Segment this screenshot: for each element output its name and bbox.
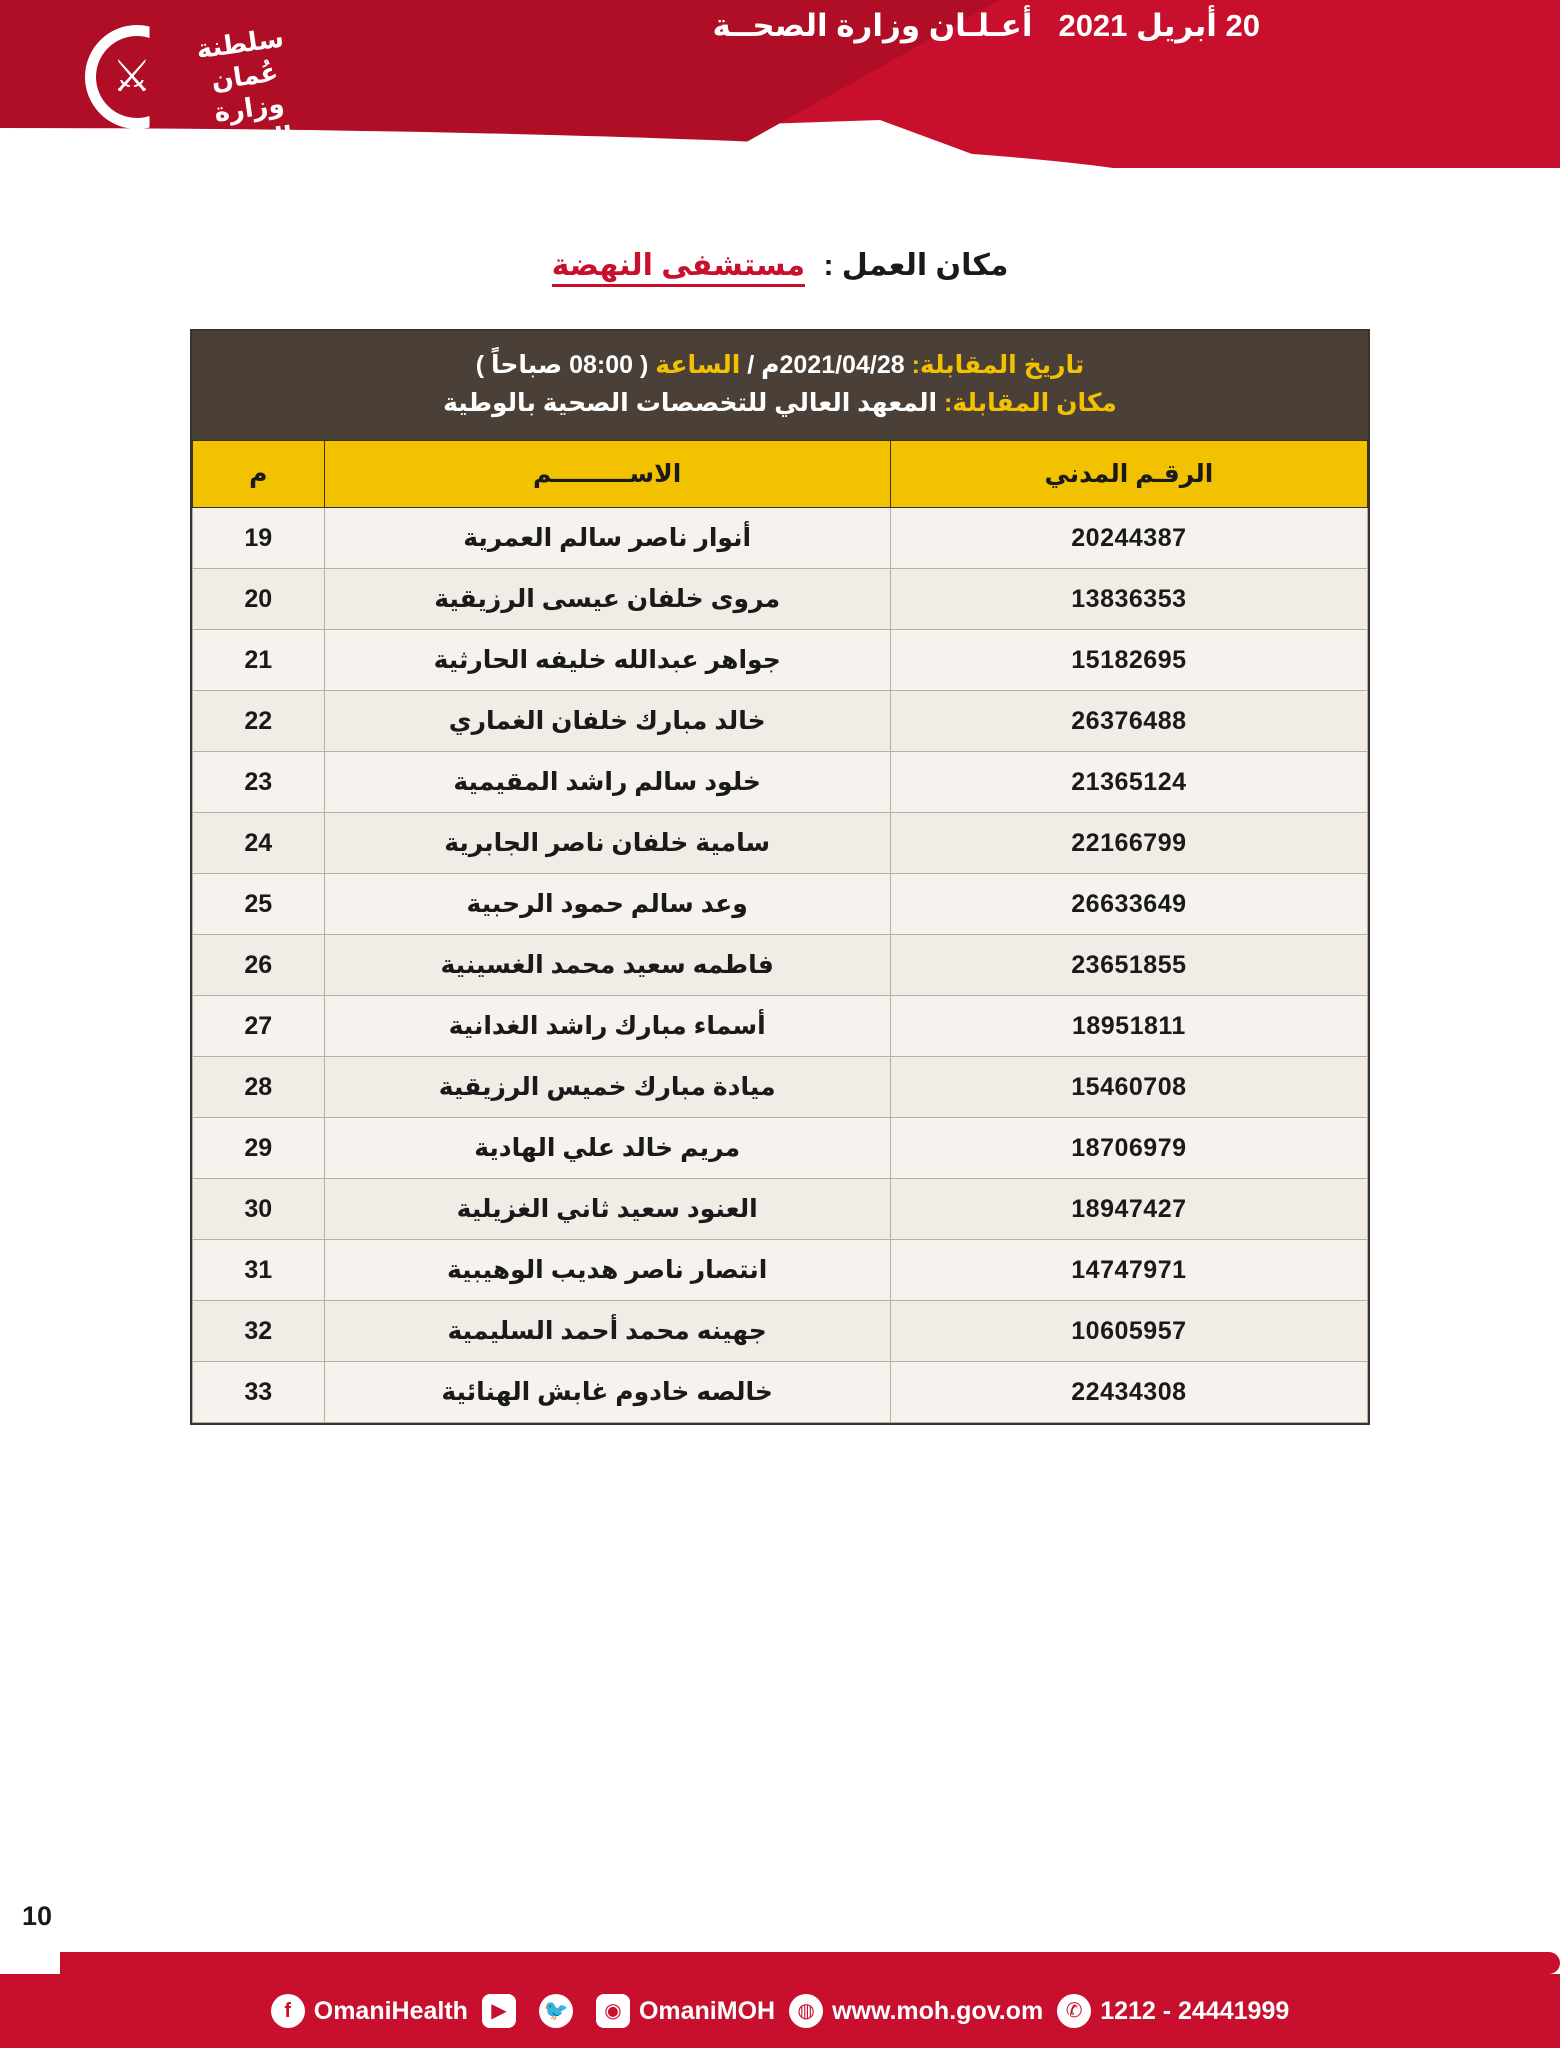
cell-name: فاطمه سعيد محمد الغسينية bbox=[324, 935, 890, 996]
table-row bbox=[193, 752, 1368, 813]
table-row bbox=[193, 1362, 1368, 1423]
khanjar-icon: ⚔ bbox=[112, 52, 152, 101]
workplace-value: مستشفى النهضة bbox=[552, 249, 806, 287]
cell-index: 30 bbox=[193, 1179, 325, 1240]
cell-civil-id: 23651855 bbox=[890, 935, 1367, 996]
footer-item-label: OmaniMOH bbox=[638, 1996, 776, 2025]
table-row bbox=[193, 996, 1368, 1057]
table-row bbox=[193, 1057, 1368, 1118]
footer-item-label: 1212 - 24441999 bbox=[1100, 1996, 1290, 2025]
cell-name: مروى خلفان عيسى الرزيقية bbox=[324, 569, 890, 630]
cell-index: 23 bbox=[193, 752, 325, 813]
column-header-index: م bbox=[193, 441, 325, 508]
table-row bbox=[193, 508, 1368, 569]
interview-place-label: مكان المقابلة: bbox=[944, 388, 1117, 417]
cell-civil-id: 18947427 bbox=[890, 1179, 1367, 1240]
cell-index: 31 bbox=[193, 1240, 325, 1301]
cell-civil-id: 18706979 bbox=[890, 1118, 1367, 1179]
cell-name: ميادة مبارك خميس الرزيقية bbox=[324, 1057, 890, 1118]
cell-name: سامية خلفان ناصر الجابرية bbox=[324, 813, 890, 874]
facebook-icon[interactable]: f bbox=[271, 1994, 305, 2028]
logo-script-text: سلطنة عُمان وزارة الصحة bbox=[194, 22, 295, 161]
table-row bbox=[193, 874, 1368, 935]
youtube-icon[interactable]: ▶ bbox=[482, 1994, 516, 2028]
table-row bbox=[193, 935, 1368, 996]
interview-place-line bbox=[210, 385, 1350, 423]
cell-index: 22 bbox=[193, 691, 325, 752]
cell-name: وعد سالم حمود الرحبية bbox=[324, 874, 890, 935]
table-row bbox=[193, 1118, 1368, 1179]
footer-item-label: OmaniHealth bbox=[313, 1996, 468, 2025]
cell-name: خالصه خادوم غابش الهنائية bbox=[324, 1362, 890, 1423]
cell-civil-id: 14747971 bbox=[890, 1240, 1367, 1301]
footer-item-facebook[interactable] bbox=[271, 1994, 468, 2028]
interview-time-label: الساعة bbox=[655, 351, 741, 379]
cell-name: خلود سالم راشد المقيمية bbox=[324, 752, 890, 813]
interview-meta-band bbox=[192, 331, 1368, 440]
cell-civil-id: 20244387 bbox=[890, 508, 1367, 569]
cell-index: 26 bbox=[193, 935, 325, 996]
table-body bbox=[193, 508, 1368, 1423]
header-date: 20 أبريل 2021 bbox=[1058, 8, 1260, 43]
dribbble-icon[interactable]: ◍ bbox=[789, 1994, 823, 2028]
cell-name: أسماء مبارك راشد الغدانية bbox=[324, 996, 890, 1057]
table-row bbox=[193, 691, 1368, 752]
twitter-icon[interactable]: 🐦 bbox=[539, 1994, 573, 2028]
cell-index: 21 bbox=[193, 630, 325, 691]
footer-item-label: www.moh.gov.om bbox=[832, 1996, 1044, 2025]
cell-civil-id: 22434308 bbox=[890, 1362, 1367, 1423]
workplace-line bbox=[0, 248, 1560, 283]
cell-civil-id: 15182695 bbox=[890, 630, 1367, 691]
table-row bbox=[193, 1240, 1368, 1301]
candidates-table-container bbox=[190, 329, 1370, 1425]
cell-index: 24 bbox=[193, 813, 325, 874]
footer-item-dribbble[interactable] bbox=[789, 1994, 1043, 2028]
cell-civil-id: 26376488 bbox=[890, 691, 1367, 752]
footer-accent-bar bbox=[0, 1952, 1560, 1974]
footer-item-youtube[interactable] bbox=[482, 1994, 525, 2028]
cell-index: 28 bbox=[193, 1057, 325, 1118]
table-row bbox=[193, 630, 1368, 691]
column-header-name: الاســـــــــم bbox=[324, 441, 890, 508]
cell-civil-id: 15460708 bbox=[890, 1057, 1367, 1118]
cell-name: جهينه محمد أحمد السليمية bbox=[324, 1301, 890, 1362]
cell-name: أنوار ناصر سالم العمرية bbox=[324, 508, 890, 569]
footer-item-twitter[interactable] bbox=[539, 1994, 582, 2028]
workplace-label: مكان العمل : bbox=[823, 249, 1009, 282]
cell-name: العنود سعيد ثاني الغزيلية bbox=[324, 1179, 890, 1240]
header-title-block bbox=[712, 8, 1260, 44]
table-row bbox=[193, 1179, 1368, 1240]
cell-name: انتصار ناصر هديب الوهيبية bbox=[324, 1240, 890, 1301]
cell-civil-id: 18951811 bbox=[890, 996, 1367, 1057]
page-content bbox=[0, 168, 1560, 1425]
cell-civil-id: 21365124 bbox=[890, 752, 1367, 813]
footer-item-instagram[interactable] bbox=[596, 1994, 775, 2028]
cell-name: جواهر عبدالله خليفه الحارثية bbox=[324, 630, 890, 691]
cell-civil-id: 22166799 bbox=[890, 813, 1367, 874]
phone-icon[interactable]: ✆ bbox=[1057, 1994, 1091, 2028]
cell-civil-id: 26633649 bbox=[890, 874, 1367, 935]
cell-index: 25 bbox=[193, 874, 325, 935]
interview-date-label: تاريخ المقابلة: bbox=[911, 351, 1085, 379]
table-row bbox=[193, 1301, 1368, 1362]
cell-index: 32 bbox=[193, 1301, 325, 1362]
table-row bbox=[193, 813, 1368, 874]
table-header-row bbox=[193, 441, 1368, 508]
oman-moh-emblem-icon bbox=[65, 19, 315, 161]
instagram-icon[interactable]: ◉ bbox=[596, 1994, 630, 2028]
cell-civil-id: 10605957 bbox=[890, 1301, 1367, 1362]
footer-contact-bar bbox=[0, 1974, 1560, 2048]
header-announcement-title: أعـلـان وزارة الصحــة bbox=[712, 8, 1033, 43]
table-row bbox=[193, 569, 1368, 630]
footer-item-phone[interactable] bbox=[1057, 1994, 1289, 2028]
interview-datetime-line bbox=[210, 347, 1350, 385]
interview-time-value: ( 08:00 صباحاً ) bbox=[475, 351, 649, 379]
cell-name: مريم خالد علي الهادية bbox=[324, 1118, 890, 1179]
interview-date-value: 2021/04/28م bbox=[761, 351, 905, 379]
cell-index: 27 bbox=[193, 996, 325, 1057]
cell-name: خالد مبارك خلفان الغماري bbox=[324, 691, 890, 752]
cell-index: 33 bbox=[193, 1362, 325, 1423]
cell-index: 20 bbox=[193, 569, 325, 630]
ministry-logo bbox=[60, 14, 320, 161]
page-footer bbox=[0, 1942, 1560, 2048]
candidates-table bbox=[192, 440, 1368, 1423]
page-header bbox=[0, 0, 1560, 168]
cell-index: 29 bbox=[193, 1118, 325, 1179]
cell-index: 19 bbox=[193, 508, 325, 569]
interview-separator: / bbox=[747, 351, 755, 379]
column-header-civil-id: الرقـم المدني bbox=[890, 441, 1367, 508]
cell-civil-id: 13836353 bbox=[890, 569, 1367, 630]
page-number: 10 bbox=[22, 1901, 53, 1931]
interview-place-value: المعهد العالي للتخصصات الصحية بالوطية bbox=[443, 388, 938, 417]
